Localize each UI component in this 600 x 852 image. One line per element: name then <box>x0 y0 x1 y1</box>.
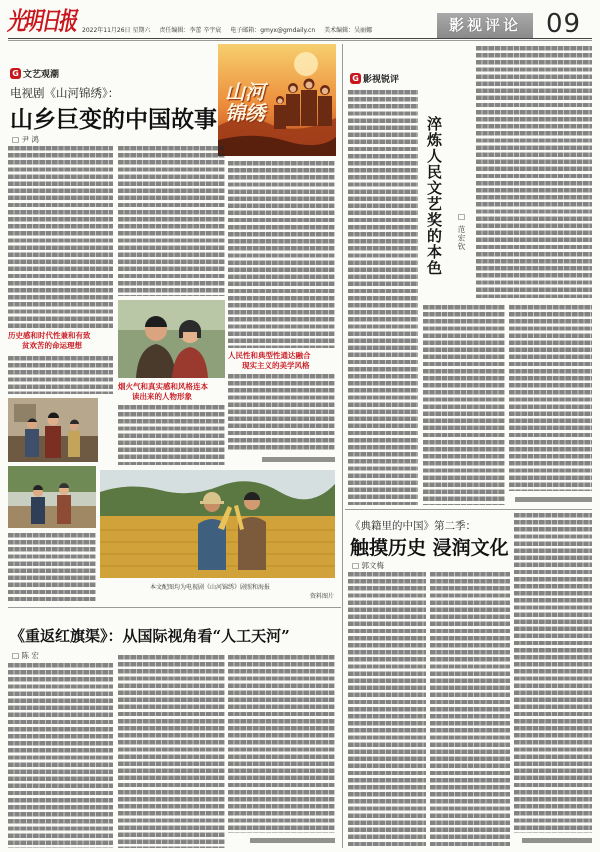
column-label-text: 文艺观潮 <box>23 70 60 80</box>
still-harvest <box>100 470 335 578</box>
subhead-3 <box>228 351 311 371</box>
hongqiqu-byline: □ 陈 宏 <box>12 651 39 660</box>
dateline <box>82 27 379 34</box>
dianji-headline: 触摸历史 浸润文化 <box>350 537 509 559</box>
body-text <box>228 655 335 833</box>
body-text <box>509 305 592 491</box>
subhead-2 <box>118 382 208 402</box>
subhead-2-line-2: 读出来的人物形象 <box>132 392 192 401</box>
article-kicker: 电视剧《山河锦绣》： <box>10 86 120 100</box>
body-text <box>228 374 335 452</box>
subhead-1-line-2: 贫欢苦的命运理想 <box>22 341 82 350</box>
still-village <box>8 466 96 528</box>
photo-credit: 资料图片 <box>310 593 335 600</box>
poster-title: 山河锦绣 <box>225 80 265 125</box>
still-couple <box>118 300 225 378</box>
body-text <box>118 146 225 296</box>
body-text <box>8 146 113 328</box>
body-text <box>8 663 113 848</box>
column-label-wenyi <box>10 67 59 80</box>
section-divider-left <box>8 607 341 608</box>
masthead-rule-thin <box>8 40 592 41</box>
author-note <box>250 838 335 843</box>
body-text <box>8 356 113 394</box>
subhead-2-line-1: 烟火气和真实感和风格连本 <box>118 382 208 391</box>
column-label-text: 影视锐评 <box>363 75 400 85</box>
author-note <box>262 457 335 462</box>
issue-date: 2022年11月26日 星期六 <box>82 27 151 34</box>
newspaper-logo: 光明日报 <box>7 7 76 36</box>
masthead-rule <box>8 38 592 39</box>
body-text <box>8 533 96 601</box>
column-label-ruiping <box>350 72 399 85</box>
still-family <box>8 398 98 462</box>
body-text <box>514 513 592 833</box>
article-byline: □ 尹 鸿 <box>12 135 39 144</box>
subhead-1-line-1: 历史感和时代性兼和有致 <box>8 331 91 340</box>
editor-email: 电子邮箱：gmyx@gmdaily.cn <box>230 27 316 34</box>
drama-poster <box>218 44 336 156</box>
body-text <box>118 405 225 465</box>
article-headline: 山乡巨变的中国故事 <box>10 106 217 133</box>
section-tab: 影视评论 <box>437 13 533 38</box>
body-text <box>476 46 592 298</box>
subhead-3-line-1: 人民性和典型性通达融合 <box>228 351 311 360</box>
section-divider-right <box>345 509 592 510</box>
column-divider <box>342 44 343 848</box>
review-headline: 淬炼人民文艺奖的本色 <box>425 116 443 276</box>
photo-caption: 本文配图均为电视剧《山河锦绣》剧照和海报 <box>150 584 271 591</box>
body-text <box>118 655 225 848</box>
column-logo-icon: G <box>10 68 21 79</box>
body-text <box>348 572 426 848</box>
dianji-kicker: 《典籍里的中国》第二季： <box>350 520 476 532</box>
dianji-byline: □ 郭文梅 <box>352 561 384 570</box>
body-text <box>423 305 505 505</box>
column-logo-icon: G <box>350 73 361 84</box>
subhead-1 <box>8 331 91 351</box>
author-note <box>522 838 592 843</box>
body-text <box>228 161 335 348</box>
responsible-editors: 责任编辑：李蕾 辛宇宸 <box>159 27 222 34</box>
hongqiqu-headline: 《重返红旗渠》：从国际视角看“人工天河” <box>10 627 290 645</box>
subhead-3-line-2: 现实主义的美学风格 <box>242 361 310 370</box>
body-text <box>430 572 510 848</box>
review-byline: □ 范宏钦 <box>457 212 466 251</box>
page-number: 09 <box>546 9 582 39</box>
author-note <box>515 497 592 502</box>
art-editor: 美术编辑：吴丽娜 <box>324 27 373 34</box>
body-text <box>348 90 418 505</box>
